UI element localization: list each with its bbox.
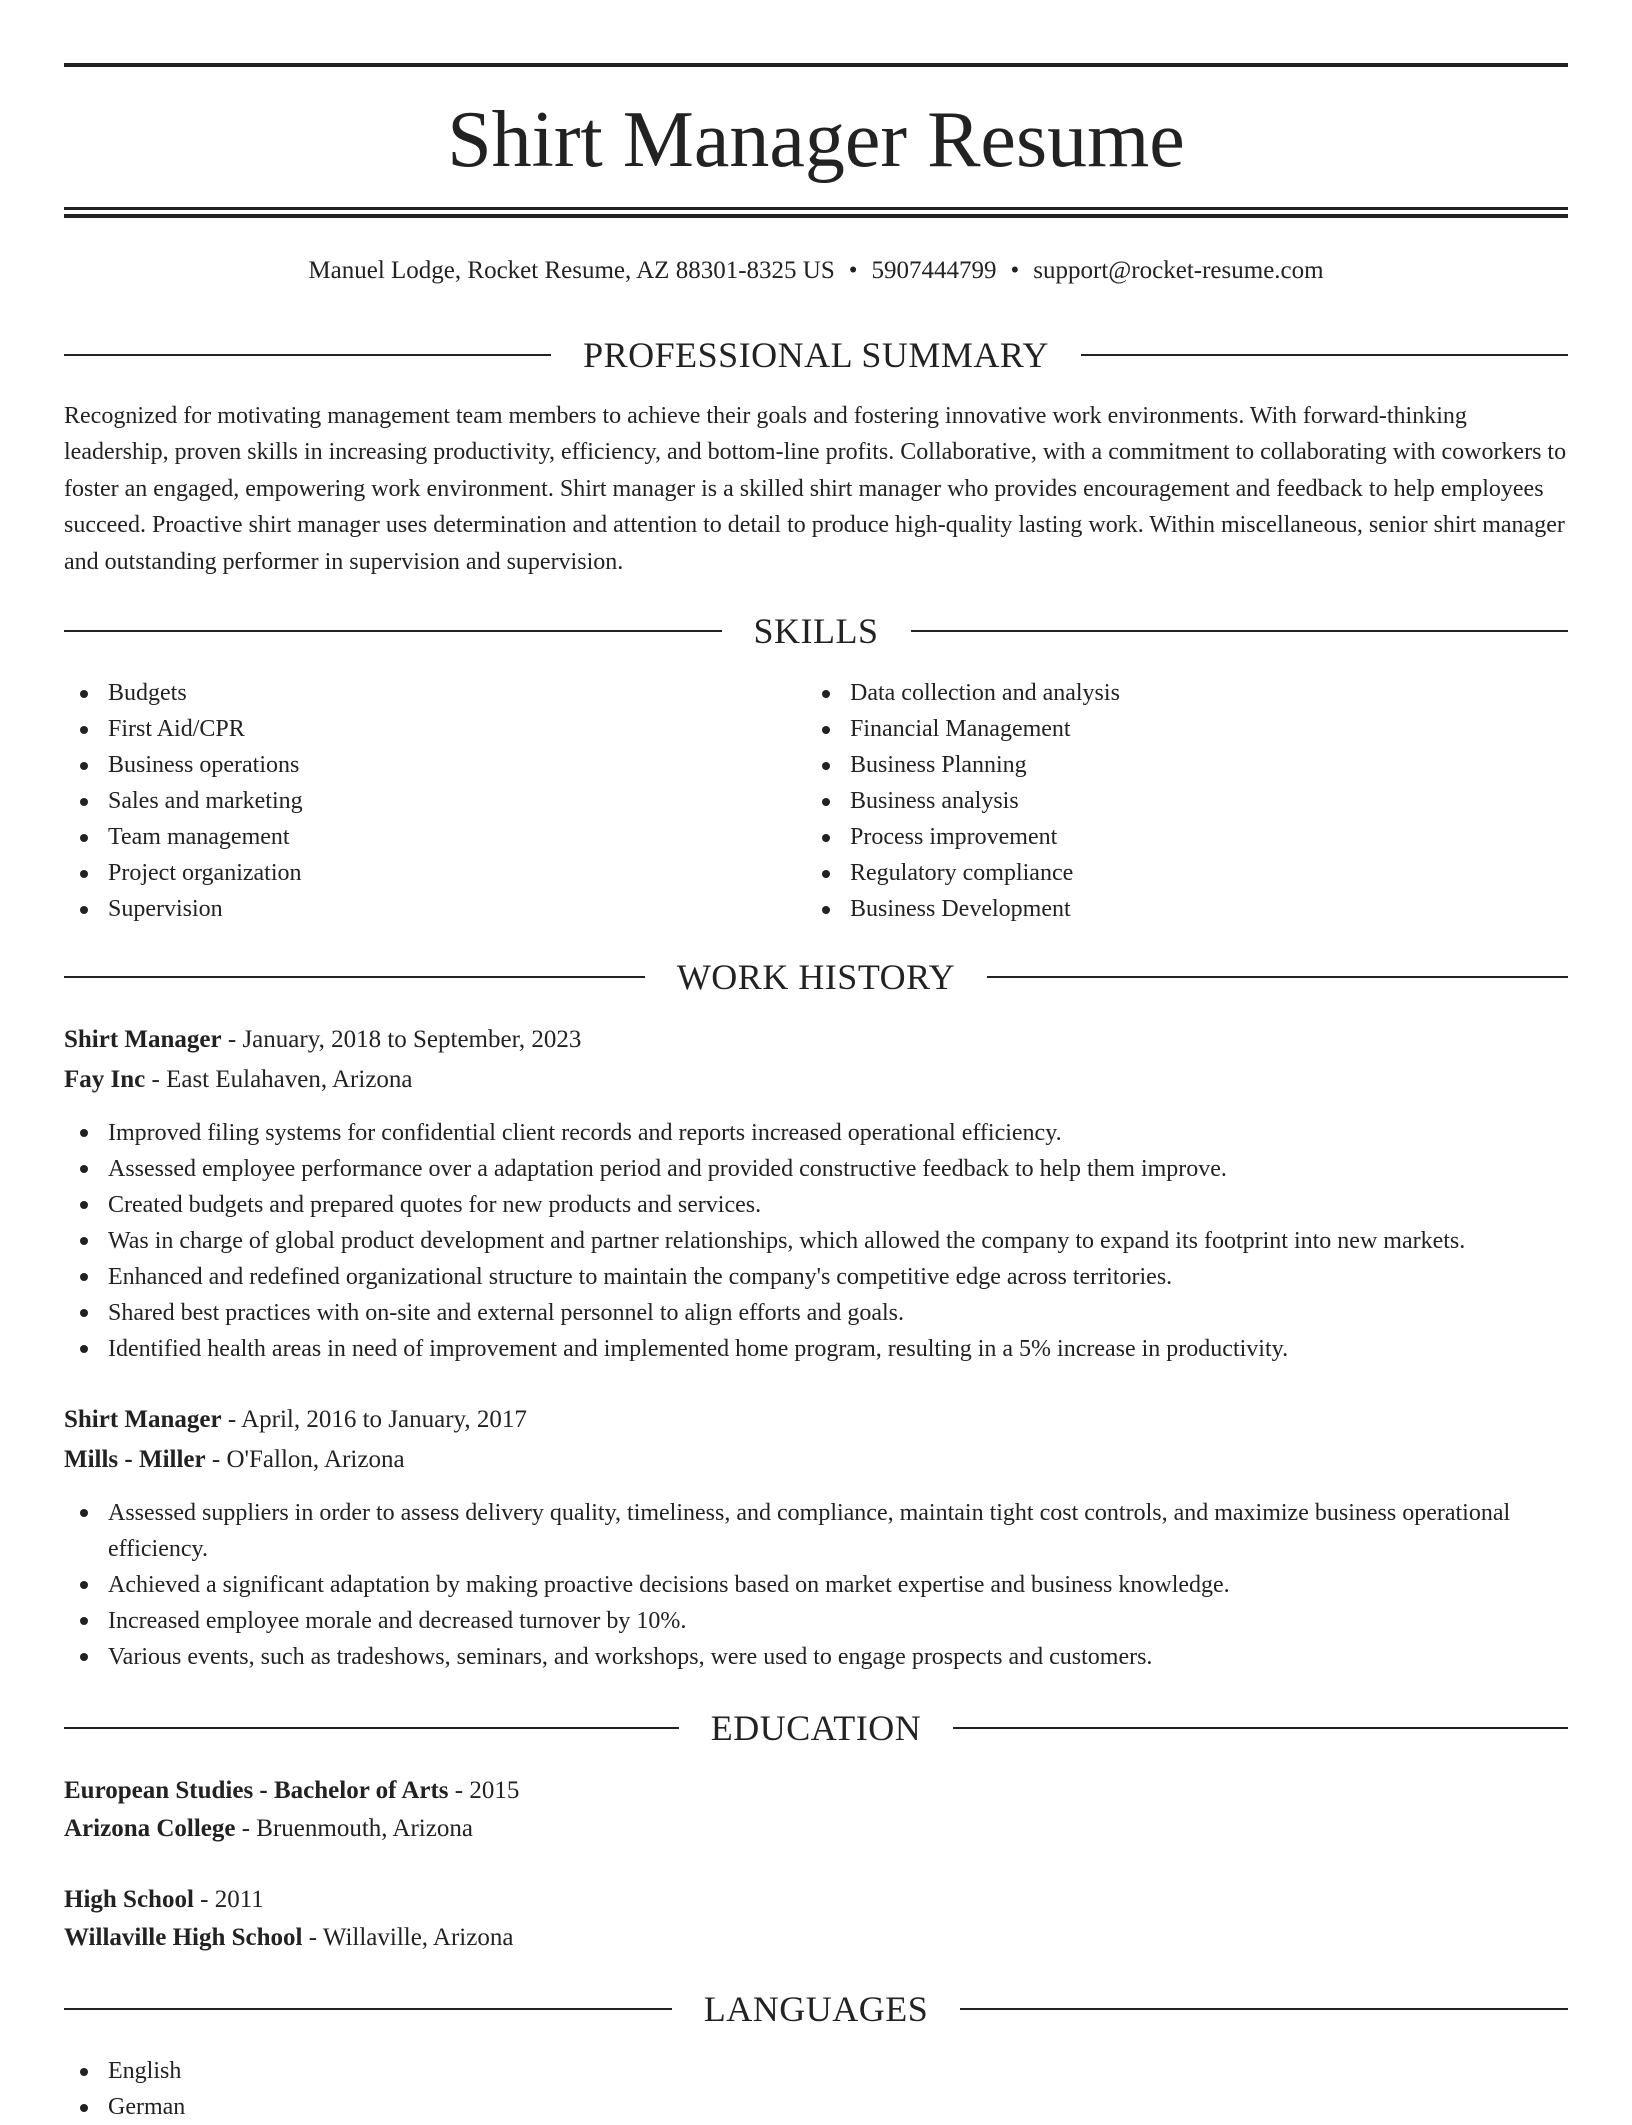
job-title: Shirt Manager [64,1026,222,1053]
job-dates: - April, 2016 to January, 2017 [221,1406,527,1433]
education-year: - 2015 [448,1777,520,1804]
job-bullet: Increased employee morale and decreased turnover by 10%. [64,1603,1568,1639]
job-bullet: Identified health areas in need of improvement and implemented home program, resulting in a 5% increase in productivity. [64,1331,1568,1367]
skills-list-left [64,675,764,927]
skill-item: Business Development [806,891,1506,927]
skills-list-right [806,675,1506,927]
education-location: - Willaville, Arizona [302,1924,514,1951]
contact-separator: • [1010,257,1020,284]
job-title-line [64,1020,581,1060]
skill-item: Supervision [64,891,764,927]
education-year: - 2011 [193,1886,264,1913]
job-location: - East Eulahaven, Arizona [145,1066,413,1093]
title-double-rule [64,207,1568,218]
education-degree-line [64,1880,264,1920]
job-company-line [64,1440,405,1480]
job-bullets [64,1495,1568,1675]
skill-item: Process improvement [806,819,1506,855]
job-bullet: Improved filing systems for confidential client records and reports increased operational efficiency. [64,1115,1568,1151]
resume-title: Shirt Manager Resume [447,96,1185,184]
job-bullets [64,1115,1568,1367]
job-bullet: Was in charge of global product development and partner relationships, which allowed the company to expand its footprint into new markets. [64,1223,1568,1259]
job-company: Fay Inc [64,1066,146,1093]
job-bullet: Enhanced and redefined organizational structure to maintain the company's competitive edge across territories. [64,1259,1568,1295]
top-rule [64,63,1568,67]
contact-email: support@rocket-resume.com [1033,257,1324,284]
contact-separator: • [848,257,858,284]
divider-line [953,1727,1568,1729]
education-school-line [64,1809,473,1849]
education-school: Arizona College [64,1815,236,1842]
job-bullet: Various events, such as tradeshows, seminars, and workshops, were used to engage prospects and customers. [64,1639,1568,1675]
job-bullet: Assessed employee performance over a adaptation period and provided constructive feedback to help them improve. [64,1151,1568,1187]
education-degree-line [64,1771,519,1811]
education-heading [64,1706,1568,1750]
job-location: - O'Fallon, Arizona [205,1446,405,1473]
divider-line [64,354,551,356]
section-title: LANGUAGES [703,1989,929,2029]
divider-line [1081,354,1568,356]
job-bullet: Shared best practices with on-site and external personnel to align efforts and goals. [64,1295,1568,1331]
divider-line [960,2008,1568,2010]
divider-line [64,976,645,978]
job-bullet: Achieved a significant adaptation by making proactive decisions based on market expertise and business knowledge. [64,1567,1568,1603]
section-title: EDUCATION [710,1708,922,1748]
language-item: English [64,2053,764,2089]
education-school: Willaville High School [64,1924,303,1951]
job-title-line [64,1400,527,1440]
skill-item: Business operations [64,747,764,783]
divider-line [64,630,722,632]
skill-item: Business Planning [806,747,1506,783]
skill-item: Sales and marketing [64,783,764,819]
divider-line [911,630,1569,632]
skill-item: Financial Management [806,711,1506,747]
job-company: Mills - Miller [64,1446,206,1473]
section-title: PROFESSIONAL SUMMARY [583,335,1049,375]
section-title: SKILLS [753,611,879,651]
skill-item: Team management [64,819,764,855]
summary-text: Recognized for motivating management team members to achieve their goals and fostering innovative work environments. With forward-thinking leadership, proven skills in increasing productivity, efficiency, and bottom-line profits. Collaborative, with a commitment to collaborating with coworkers to foster an engaged, empowering work environment. Shirt manager is a skilled shirt manager who provides encouragement and feedback to help employees succeed. Proactive shirt manager uses determination and attention to detail to produce high-quality lasting work. Within miscellaneous, senior shirt manager and outstanding performer in supervision and supervision. [64,403,1567,575]
language-item: German [64,2089,764,2125]
divider-line [64,1727,679,1729]
education-school-line [64,1918,513,1958]
section-title: WORK HISTORY [676,957,956,997]
contact-line [64,254,1568,288]
work-heading [64,955,1568,999]
education-degree: High School [64,1886,194,1913]
skill-item: Budgets [64,675,764,711]
languages-list [64,2053,764,2125]
skill-item: Data collection and analysis [806,675,1506,711]
education-location: - Bruenmouth, Arizona [235,1815,473,1842]
divider-line [987,976,1568,978]
job-bullet: Created budgets and prepared quotes for new products and services. [64,1187,1568,1223]
skill-item: Business analysis [806,783,1506,819]
education-degree: European Studies - Bachelor of Arts [64,1777,449,1804]
summary-heading [64,333,1568,377]
job-dates: - January, 2018 to September, 2023 [221,1026,582,1053]
contact-address: Manuel Lodge, Rocket Resume, AZ 88301-8325 US [308,257,835,284]
divider-line [64,2008,672,2010]
job-title: Shirt Manager [64,1406,222,1433]
job-bullet: Assessed suppliers in order to assess delivery quality, timeliness, and compliance, maintain tight cost controls, and maximize business operational efficiency. [64,1495,1568,1567]
languages-heading [64,1987,1568,2031]
skill-item: Project organization [64,855,764,891]
contact-phone: 5907444799 [871,257,997,284]
job-company-line [64,1060,413,1100]
skill-item: First Aid/CPR [64,711,764,747]
skill-item: Regulatory compliance [806,855,1506,891]
skills-heading [64,609,1568,653]
